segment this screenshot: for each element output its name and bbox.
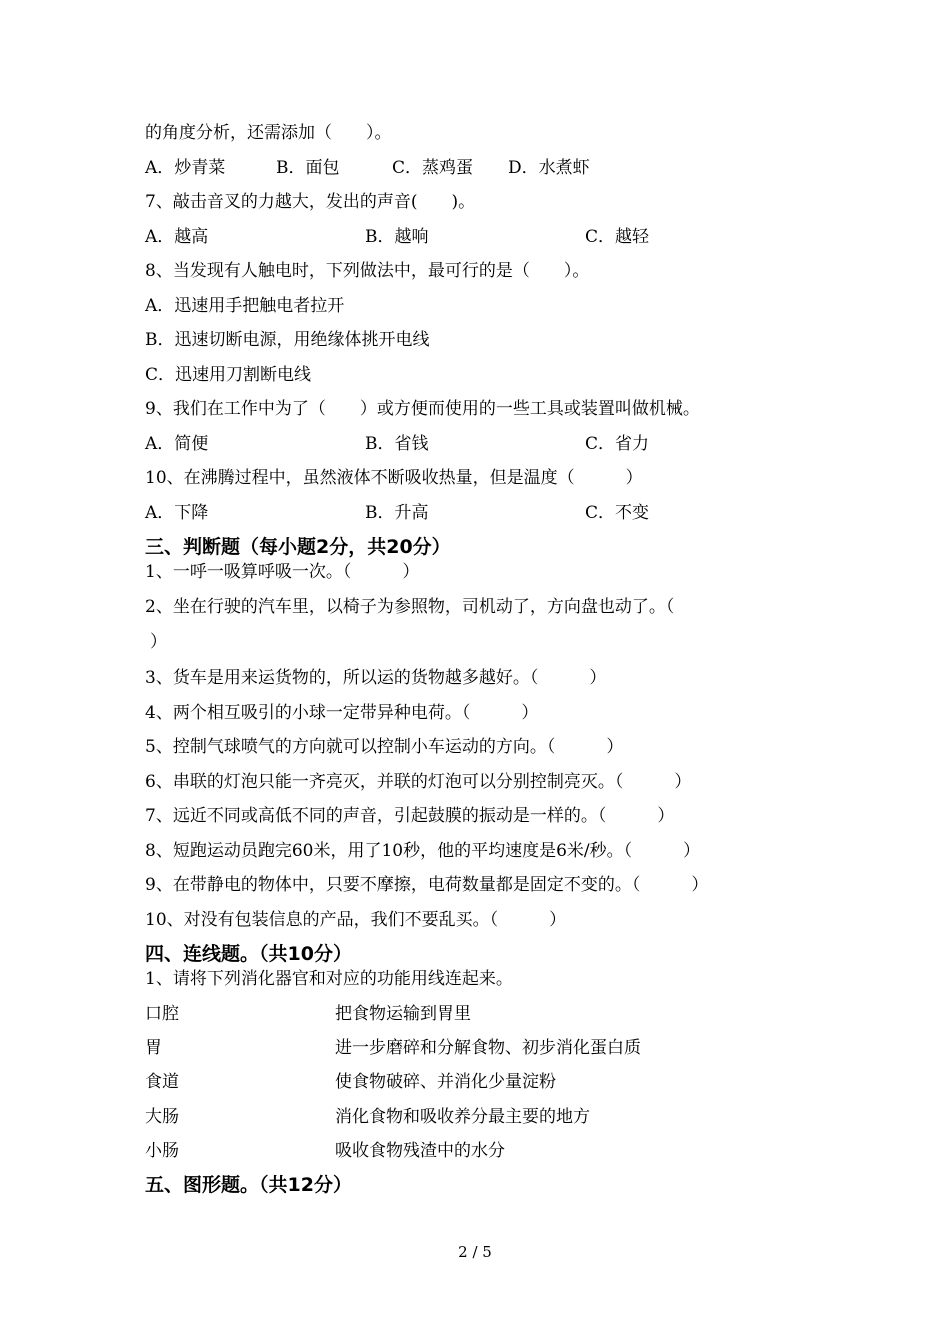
q8-option-b: B．迅速切断电源，用绝缘体挑开电线 — [145, 330, 430, 350]
q9-option-a: A．简便 — [145, 434, 209, 454]
judge-item-3: 3、货车是用来运货物的，所以运的货物越多越好。（ ） — [145, 668, 607, 688]
section3-title: 三、判断题（每小题2分，共20分） — [145, 536, 451, 558]
organ-5: 小肠 — [145, 1141, 179, 1161]
q10-option-a: A．下降 — [145, 503, 209, 523]
q10-question: 10、在沸腾过程中，虽然液体不断吸收热量，但是温度（ ） — [145, 468, 643, 488]
function-4: 消化食物和吸收养分最主要的地方 — [335, 1107, 590, 1127]
q7-option-b: B．越响 — [365, 227, 429, 247]
organ-3: 食道 — [145, 1072, 179, 1092]
q6-option-d: D．水煮虾 — [508, 158, 590, 178]
q8-option-c: C．迅速用刀割断电线 — [145, 365, 312, 385]
q9-option-c: C．省力 — [585, 434, 650, 454]
q6-option-b: B．面包 — [276, 158, 340, 178]
q6-option-c: C．蒸鸡蛋 — [392, 158, 474, 178]
function-3: 使食物破碎、并消化少量淀粉 — [335, 1072, 556, 1092]
matching-instruction: 1、请将下列消化器官和对应的功能用线连起来。 — [145, 969, 513, 989]
q9-question: 9、我们在工作中为了（ ）或方便而使用的一些工具或装置叫做机械。 — [145, 399, 700, 419]
function-5: 吸收食物残渣中的水分 — [335, 1141, 505, 1161]
q7-option-c: C．越轻 — [585, 227, 650, 247]
judge-item-4: 4、两个相互吸引的小球一定带异种电荷。（ ） — [145, 703, 539, 723]
section4-title: 四、连线题。（共10分） — [145, 943, 352, 965]
q8-option-a: A．迅速用手把触电者拉开 — [145, 296, 345, 316]
judge-item-7: 7、远近不同或高低不同的声音，引起鼓膜的振动是一样的。（ ） — [145, 806, 675, 826]
judge-item-10: 10、对没有包装信息的产品，我们不要乱买。（ ） — [145, 910, 567, 930]
judge-item-1: 1、一呼一吸算呼吸一次。（ ） — [145, 562, 420, 582]
judge-item-2-continuation: ） — [150, 632, 167, 652]
q10-option-b: B．升高 — [365, 503, 429, 523]
page-number: 2 / 5 — [458, 1243, 492, 1261]
q8-question: 8、当发现有人触电时，下列做法中，最可行的是（ ）。 — [145, 261, 590, 281]
function-2: 进一步磨碎和分解食物、初步消化蛋白质 — [335, 1038, 641, 1058]
q10-option-c: C．不变 — [585, 503, 650, 523]
function-1: 把食物运输到胃里 — [335, 1004, 471, 1024]
judge-item-5: 5、控制气球喷气的方向就可以控制小车运动的方向。（ ） — [145, 737, 624, 757]
judge-item-2: 2、坐在行驶的汽车里，以椅子为参照物，司机动了，方向盘也动了。（ — [145, 597, 675, 617]
q9-option-b: B．省钱 — [365, 434, 429, 454]
section5-title: 五、图形题。（共12分） — [145, 1174, 352, 1196]
q7-option-a: A．越高 — [145, 227, 209, 247]
organ-1: 口腔 — [145, 1004, 179, 1024]
q6-continuation: 的角度分析，还需添加（ ）。 — [145, 123, 392, 143]
organ-2: 胃 — [145, 1038, 162, 1058]
organ-4: 大肠 — [145, 1107, 179, 1127]
judge-item-8: 8、短跑运动员跑完60米，用了10秒，他的平均速度是6米/秒。（ ） — [145, 841, 701, 861]
q7-question: 7、敲击音叉的力越大，发出的声音( )。 — [145, 192, 476, 212]
judge-item-9: 9、在带静电的物体中，只要不摩擦，电荷数量都是固定不变的。（ ） — [145, 875, 709, 895]
judge-item-6: 6、串联的灯泡只能一齐亮灭，并联的灯泡可以分别控制亮灭。（ ） — [145, 772, 692, 792]
q6-option-a: A．炒青菜 — [145, 158, 226, 178]
